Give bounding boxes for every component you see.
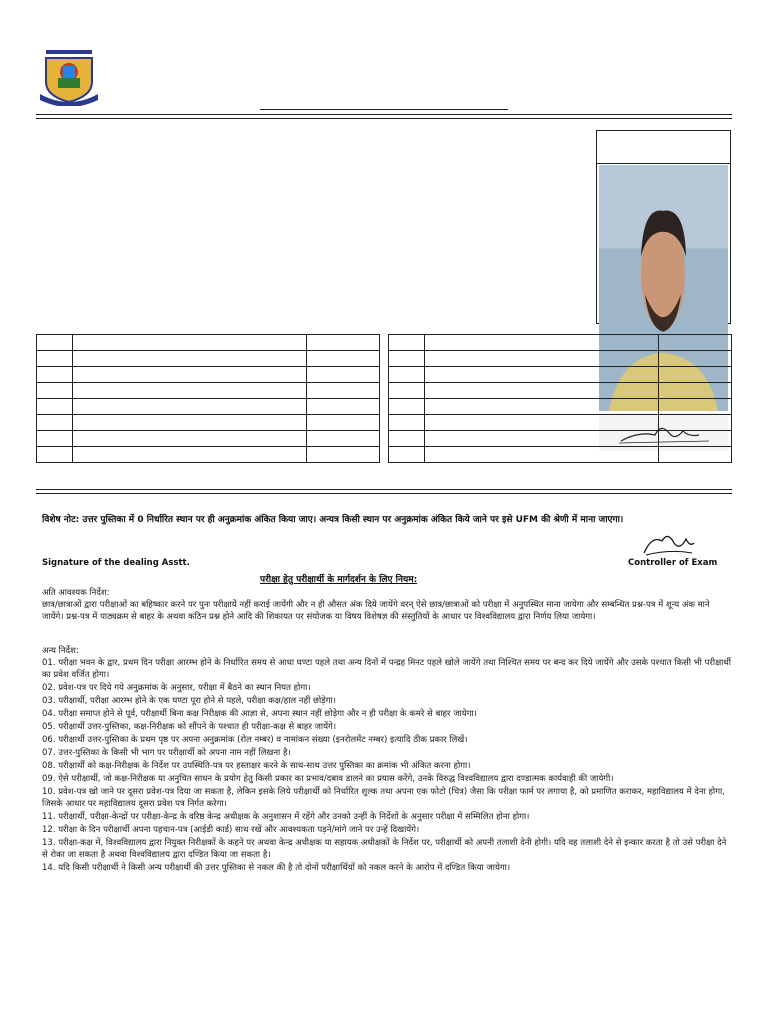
- list-item: 02. प्रवेश-पत्र पर दिये गये अनुक्रमांक के अनुसार, परीक्षा में बैठने का स्थान नियत होगा।: [42, 683, 311, 693]
- table-row: [37, 351, 380, 367]
- table-row: [389, 431, 732, 447]
- list-item: 09. ऐसे परीक्षार्थी, जो कक्ष-निरीक्षक या अनुचित साधन के प्रयोग हेतु किसी प्रकार का प्रभाव/दबाव डालने का प्रयास करेंगे, उनके विरुद्ध विश्वविद्यालय द्वारा दण्डात्मक कार्यवाही की जायेगी।: [42, 774, 614, 784]
- urgent-instructions: [42, 587, 722, 623]
- list-item: 14. यदि किसी परीक्षार्थी ने किसी अन्य परीक्षार्थी की उत्तर पुस्तिका से नकल की है तो दोनों परीक्षार्थियों को नकल करने के आरोप में दण्डित किया जायेगा।: [42, 863, 511, 873]
- list-item: 07. उत्तर-पुस्तिका के किसी भी भाग पर परीक्षार्थी को अपना नाम नहीं लिखना है।: [42, 748, 291, 758]
- list-item: 12. परीक्षा के दिन परीक्षार्थी अपना पहचान-पत्र (आईडी कार्ड) साथ रखें और आवश्यकता पड़ने/मांगे जाने पर उन्हें दिखायेंगे।: [42, 825, 420, 835]
- controller-of-exam-label: Controller of Exam: [628, 558, 718, 568]
- controller-signature: [640, 527, 696, 559]
- dealing-assistant-signature-label: Signature of the dealing Asstt.: [42, 558, 190, 568]
- list-item: 01. परीक्षा भवन के द्वार, प्रथम दिन परीक्षा आरम्भ होने के निर्धारित समय से आधा घण्टा पहले तथा अन्य दिनों में पन्द्रह मिनट पहले खोले जायेंगे तथा निश्चित समय पर बन्द कर दिये जायेंगे और उसके पश्चात किसी भी परीक्षार्थी का प्रवेश वर्जित होगा।: [42, 658, 732, 680]
- table-row: [389, 335, 732, 351]
- subject-table-right: [388, 334, 732, 463]
- table-row: [37, 431, 380, 447]
- table-row: [389, 383, 732, 399]
- university-logo: [38, 48, 100, 106]
- table-row: [389, 415, 732, 431]
- rules-heading: परीक्षा हेतु परीक्षार्थी के मार्गदर्शन के लिए नियम:: [260, 575, 418, 585]
- section-divider: [36, 489, 732, 494]
- table-row: [37, 367, 380, 383]
- subject-table-left: [36, 334, 380, 463]
- list-item: 11. परीक्षार्थी, परीक्षा-केन्द्रों पर परीक्षा-केन्द्र के वरिष्ठ केन्द्र अधीक्षक के अनुशासन में रहेंगे और उनको उन्हीं के निर्देशों के अनुसार परीक्षा में सम्मिलित होना होगा।: [42, 812, 530, 822]
- other-instructions: [42, 645, 732, 875]
- list-item: 10. प्रवेश-पत्र खो जाने पर दूसरा प्रवेश-पत्र दिया जा सकता है, लेकिन इसके लिये परीक्षार्थी को निर्धारित शुल्क तथा अपना एक फोटो (चित्र) जैसा कि परीक्षा फार्म पर लगाया है, को प्रमाणित कराकर, महाविद्यालय में देना होगा, जिसके आधार पर महाविद्यालय दूसरा प्रवेश पत्र निर्गत करेगा।: [42, 787, 725, 809]
- list-item: 05. परीक्षार्थी उत्तर-पुस्तिका, कक्ष-निरीक्षक को सौंपने के पश्चात ही परीक्षा-कक्ष से बाहर जायेंगे।: [42, 722, 337, 732]
- table-row: [37, 383, 380, 399]
- table-row: [389, 399, 732, 415]
- urgent-heading: अति आवश्यक निर्देश:: [42, 588, 110, 598]
- table-row: [37, 415, 380, 431]
- list-item: 03. परीक्षार्थी, परीक्षा आरम्भ होने के एक घण्टा पूरा होने से पहले, परीक्षा कक्ष/हाल नहीं छोड़ेगा।: [42, 696, 336, 706]
- list-item: 13. परीक्षा-कक्ष में, विश्वविद्यालय द्वारा नियुक्त निरीक्षकों के कहने पर अथवा केन्द्र अधीक्षक या सहायक अधीक्षकों के निर्देश पर, परीक्षार्थी को अपनी तलाशी देनी होगी। यदि वह तलाशी देने से इन्कार करता है तो उसे परीक्षा देने से रोका जा सकता है अथवा विश्वविद्यालय द्वारा दण्डित किया जा सकता है।: [42, 838, 727, 860]
- table-row: [389, 447, 732, 463]
- other-heading: अन्य निर्देश:: [42, 646, 79, 656]
- table-row: [389, 351, 732, 367]
- list-item: 04. परीक्षा समाप्त होने से पूर्व, परीक्षार्थी बिना कक्ष निरीक्षक की आज्ञा से, अपना स्थान नहीं छोड़ेगा और न ही परीक्षा के कमरे से बाहर जायेगा।: [42, 709, 477, 719]
- table-row: [37, 447, 380, 463]
- list-item: 08. परीक्षार्थी को कक्ष-निरीक्षक के निर्देश पर उपस्थिति-पत्र पर हस्ताक्षर करने के साथ-साथ उत्तर पुस्तिका का क्रमांक भी अंकित करना होगा।: [42, 761, 471, 771]
- header-divider: [36, 114, 732, 119]
- candidate-photo-frame: [596, 130, 731, 324]
- special-note: विशेष नोट: उत्तर पुस्तिका में 0 निर्धारित स्थान पर ही अनुक्रमांक अंकित किया जाए। अन्यत्र किसी स्थान पर अनुक्रमांक अंकित किये जाने पर इसे UFM की श्रेणी में माना जाएगा।: [42, 515, 624, 525]
- table-row: [389, 367, 732, 383]
- table-row: [37, 399, 380, 415]
- table-row: [37, 335, 380, 351]
- urgent-text: छात्र/छात्राओं द्वारा परीक्षाओं का बहिष्कार करने पर पुनः परीक्षायें नहीं कराई जायेंगी और न ही औसत अंक दिये जायेंगे वरन् ऐसे छात्र/छात्राओं को परीक्षा में अनुपस्थित माना जायेगा और सम्बन्धित प्रश्न-पत्र में शून्य अंक माने जायेंगे। प्रश्न-पत्र में पाठ्यक्रम से बाहर के अथवा कठिन प्रश्न होने आदि की शिकायत पर संयोजक या विषय विशेषज्ञ की संस्तुतियों के आधार पर विश्वविद्यालय द्वारा निर्णय लिया जायेगा।: [42, 600, 710, 622]
- photo-header-blank: [597, 131, 730, 164]
- list-item: 06. परीक्षार्थी उत्तर-पुस्तिका के प्रथम पृष्ठ पर अपना अनुक्रमांक (रोल नम्बर) व नामांकन संख्या (इनरोलमेंट नम्बर) इत्यादि ठीक प्रकार लिखें।: [42, 735, 468, 745]
- title-underline: [260, 109, 508, 110]
